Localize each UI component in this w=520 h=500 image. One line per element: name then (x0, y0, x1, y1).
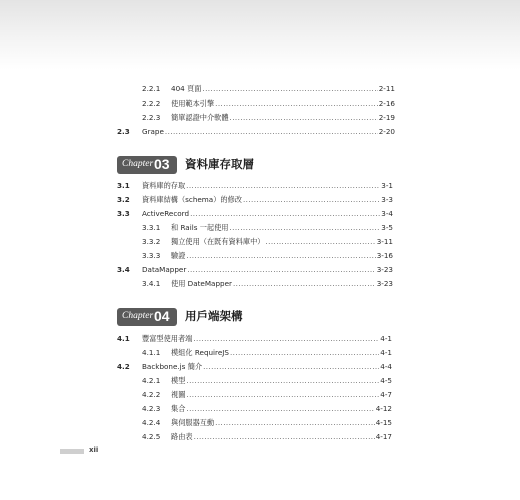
toc-entry[interactable] (117, 193, 393, 207)
chapter-title: 用戶端架構 (185, 309, 243, 323)
toc-entry-title: 使用範本引擎 (171, 99, 215, 108)
dot-leader (215, 97, 378, 111)
toc-entry-title: 模組化 RequireJS (171, 348, 229, 357)
chapter-heading (117, 155, 317, 175)
toc-entry[interactable] (142, 221, 393, 235)
toc-entry-title: Grape (142, 127, 164, 136)
toc-entry[interactable] (142, 235, 393, 249)
toc-entry-number: 2.2.1 (142, 84, 161, 93)
toc-entry[interactable] (142, 402, 392, 416)
toc-entry-number: 4.2.1 (142, 376, 161, 385)
toc-entry-title: 模型 (171, 376, 186, 385)
dot-leader (243, 193, 380, 207)
toc-entry-title: Backbone.js 簡介 (142, 362, 203, 371)
toc-entry-page: 3-16 (376, 251, 393, 260)
toc-entry-number: 2.3 (117, 127, 130, 136)
dot-leader (187, 263, 375, 277)
toc-entry[interactable] (142, 277, 393, 291)
dot-leader (203, 360, 379, 374)
chapter-badge (117, 308, 177, 326)
toc-entry-title: 和 Rails 一起使用 (171, 223, 229, 232)
toc-entry-page: 4-15 (375, 418, 392, 427)
chapter-label: Chapter (122, 159, 154, 169)
toc-entry-title: 驗證 (171, 251, 186, 260)
toc-entry-page: 2-20 (378, 127, 395, 136)
toc-entry-number: 4.2.5 (142, 432, 161, 441)
dot-leader (230, 221, 381, 235)
toc-entry[interactable] (142, 430, 392, 444)
dot-leader (186, 388, 379, 402)
toc-entry-page: 4-12 (375, 404, 392, 413)
footer-marker (60, 449, 84, 454)
dot-leader (186, 374, 379, 388)
toc-entry-title: ActiveRecord (142, 209, 190, 218)
toc-entry-page: 3-5 (381, 223, 393, 232)
toc-entry-number: 3.4 (117, 265, 130, 274)
toc-entry-number: 2.2.3 (142, 113, 161, 122)
dot-leader (186, 402, 374, 416)
dot-leader (165, 125, 378, 139)
toc-entry-page: 3-1 (381, 181, 393, 190)
toc-entry[interactable] (142, 416, 392, 430)
toc-entry-page: 3-23 (376, 279, 393, 288)
dot-leader (265, 235, 375, 249)
toc-entry-number: 4.1.1 (142, 348, 161, 357)
toc-entry[interactable] (142, 111, 395, 125)
toc-entry-page: 4-4 (380, 362, 392, 371)
toc-entry[interactable] (117, 207, 393, 221)
dot-leader (190, 207, 380, 221)
dot-leader (202, 82, 377, 96)
toc-entry-number: 3.2 (117, 195, 130, 204)
dot-leader (186, 249, 375, 263)
dot-leader (215, 416, 375, 430)
dot-leader (194, 430, 375, 444)
toc-entry-number: 3.1 (117, 181, 130, 190)
toc-entry-title: 資料庫結構（schema）的修改 (142, 195, 242, 204)
toc-entry-title: 與伺服器互動 (171, 418, 215, 427)
toc-entry-page: 3-23 (376, 265, 393, 274)
toc-entry[interactable] (117, 263, 393, 277)
toc-entry-title: 豐富型使用者端 (142, 334, 193, 343)
toc-entry-page: 2-16 (378, 99, 395, 108)
toc-entry-page: 3-3 (381, 195, 393, 204)
toc-entry-number: 3.3.1 (142, 223, 161, 232)
toc-entry-title: 獨立使用（在既有資料庫中） (171, 237, 265, 246)
dot-leader (230, 346, 379, 360)
chapter-heading (117, 307, 317, 327)
toc-entry[interactable] (142, 97, 395, 111)
dot-leader (193, 332, 379, 346)
chapter-number: 03 (154, 156, 170, 172)
dot-leader (186, 179, 380, 193)
toc-entry-page: 2-19 (378, 113, 395, 122)
toc-entry-title: DataMapper (142, 265, 187, 274)
toc-entry-number: 4.2.2 (142, 390, 161, 399)
toc-entry[interactable] (142, 346, 392, 360)
toc-entry[interactable] (117, 360, 392, 374)
toc-entry-page: 4-7 (380, 390, 392, 399)
toc-entry-page: 2-11 (378, 84, 395, 93)
toc-entry-page: 3-4 (381, 209, 393, 218)
toc-entry-title: 視圖 (171, 390, 186, 399)
chapter-title: 資料庫存取層 (185, 157, 254, 171)
toc-entry-page: 4-5 (380, 376, 392, 385)
toc-entry-title: 使用 DateMapper (171, 279, 232, 288)
toc-entry-number: 2.2.2 (142, 99, 161, 108)
toc-entry-title: 路由表 (171, 432, 193, 441)
dot-leader (233, 277, 376, 291)
toc-entry[interactable] (142, 374, 392, 388)
toc-entry-number: 4.1 (117, 334, 130, 343)
chapter-label: Chapter (122, 311, 154, 321)
toc-entry-page: 3-11 (376, 237, 393, 246)
toc-entry-title: 集合 (171, 404, 186, 413)
toc-entry-number: 4.2 (117, 362, 130, 371)
toc-entry-number: 4.2.4 (142, 418, 161, 427)
toc-entry-number: 3.3.2 (142, 237, 161, 246)
toc-entry[interactable] (142, 249, 393, 263)
toc-entry-page: 4-1 (380, 348, 392, 357)
toc-entry-title: 簡單認證中介軟體 (171, 113, 229, 122)
toc-entry-page: 4-1 (380, 334, 392, 343)
toc-entry[interactable] (117, 332, 392, 346)
toc-entry[interactable] (117, 179, 393, 193)
chapter-badge (117, 156, 177, 174)
chapter-number: 04 (154, 308, 170, 324)
toc-entry[interactable] (117, 125, 395, 139)
dot-leader (230, 111, 378, 125)
toc-entry[interactable] (142, 388, 392, 402)
toc-entry-number: 3.4.1 (142, 279, 161, 288)
toc-entry-page: 4-17 (375, 432, 392, 441)
toc-entry-number: 3.3 (117, 209, 130, 218)
toc-entry-number: 3.3.3 (142, 251, 161, 260)
toc-entry[interactable] (142, 82, 395, 96)
page-number: xii (89, 446, 99, 454)
toc-entry-number: 4.2.3 (142, 404, 161, 413)
page-header-shading (0, 0, 520, 70)
toc-entry-title: 404 頁面 (171, 84, 202, 93)
toc-entry-title: 資料庫的存取 (142, 181, 186, 190)
